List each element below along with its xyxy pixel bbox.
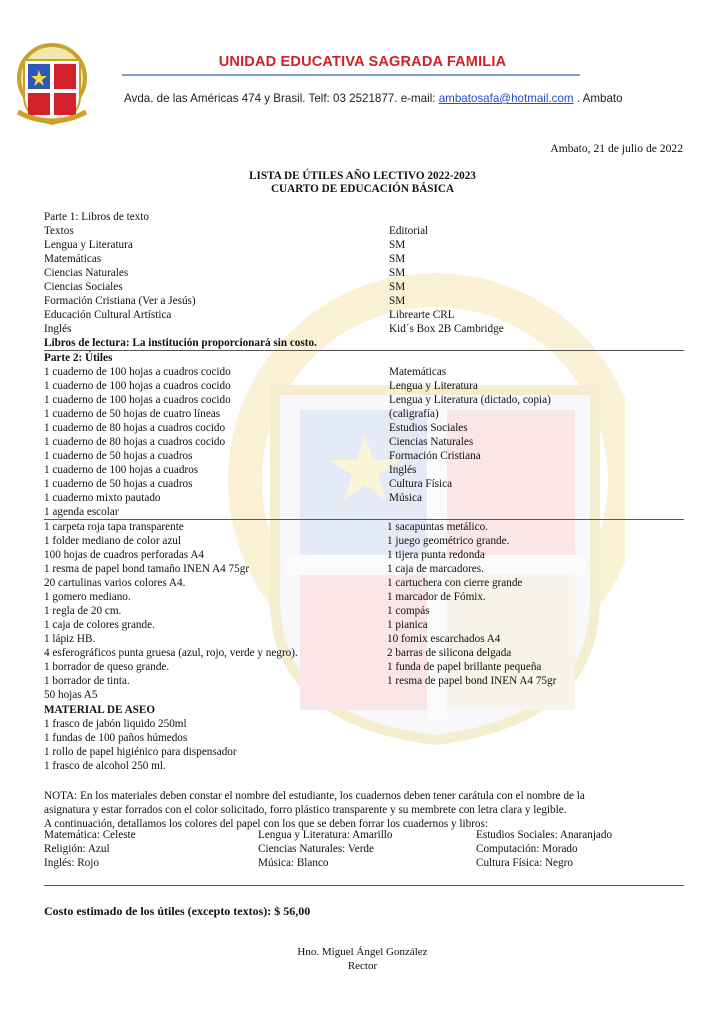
notebook-subject: Ciencias Naturales bbox=[389, 436, 474, 448]
supply-row bbox=[44, 660, 542, 674]
supply-row bbox=[44, 604, 430, 618]
supply-item-left: 1 borrador de tinta. bbox=[44, 675, 130, 687]
supply-item-right: 1 tijera punta redonda bbox=[387, 549, 485, 561]
notebook-item: 1 cuaderno de 100 hojas a cuadros cocido bbox=[44, 380, 231, 392]
notebook-subject: Lengua y Literatura (dictado, copia) bbox=[389, 394, 551, 406]
book-row bbox=[44, 308, 455, 322]
supply-item-left: 1 lápiz HB. bbox=[44, 633, 96, 645]
notebook-row bbox=[44, 365, 447, 379]
notebook-row bbox=[44, 505, 119, 519]
address-prefix: Avda. de las Américas 474 y Brasil. Telf: 03 2521877. e-mail: bbox=[124, 92, 439, 105]
book-subject: Ciencias Sociales bbox=[44, 281, 123, 293]
supply-item-right: 1 sacapuntas metálico. bbox=[387, 521, 488, 533]
supply-item-left: 1 borrador de queso grande. bbox=[44, 661, 170, 673]
grade-title: CUARTO DE EDUCACIÓN BÁSICA bbox=[270, 183, 455, 195]
supply-row bbox=[44, 562, 484, 576]
signatory-role: Rector bbox=[347, 960, 378, 972]
supply-item-left: 100 hojas de cuadros perforadas A4 bbox=[44, 549, 204, 561]
aseo-heading: MATERIAL DE ASEO bbox=[44, 704, 156, 716]
supply-item-right: 1 cartuchera con cierre grande bbox=[387, 577, 523, 589]
notebook-row bbox=[44, 477, 453, 491]
book-row bbox=[44, 252, 406, 266]
note-line-1: NOTA: En los materiales deben constar el nombre del estudiante, los cuadernos deben tener carátula con el nombre de la bbox=[44, 790, 585, 802]
notebook-item: 1 cuaderno de 50 hojas a cuadros bbox=[44, 450, 193, 462]
book-editorial: SM bbox=[389, 267, 406, 279]
notebook-row bbox=[44, 463, 417, 477]
book-row bbox=[44, 280, 406, 294]
cover-color-row bbox=[44, 856, 694, 870]
school-crest-logo bbox=[12, 38, 92, 130]
notebook-subject: Inglés bbox=[389, 464, 417, 476]
notebook-item: 1 cuaderno de 100 hojas a cuadros cocido bbox=[44, 366, 231, 378]
part1-heading: Parte 1: Libros de texto bbox=[44, 211, 150, 223]
notebook-item: 1 cuaderno de 80 hojas a cuadros cocido bbox=[44, 436, 226, 448]
notebook-row bbox=[44, 491, 422, 505]
reading-books-note: Libros de lectura: La institución proporcionará sin costo. bbox=[44, 337, 317, 349]
supply-row bbox=[44, 688, 97, 702]
supply-item-left: 50 hojas A5 bbox=[44, 689, 98, 701]
supply-item-left: 1 resma de papel bond tamaño INEN A4 75gr bbox=[44, 563, 250, 575]
cover-color-entry: Cultura Física: Negro bbox=[476, 857, 573, 869]
supply-row bbox=[44, 646, 512, 660]
supply-row bbox=[44, 674, 557, 688]
cover-color-entry: Lengua y Literatura: Amarillo bbox=[258, 829, 393, 841]
notebook-subject: Música bbox=[389, 492, 422, 504]
notebook-row bbox=[44, 407, 439, 421]
book-editorial: SM bbox=[389, 239, 406, 251]
col-editorial: Editorial bbox=[389, 225, 429, 237]
book-editorial: SM bbox=[389, 295, 406, 307]
supply-item-left: 4 esferográficos punta gruesa (azul, rojo, verde y negro). bbox=[44, 647, 298, 659]
supply-item-right: 10 fomix escarchados A4 bbox=[387, 633, 501, 645]
notebook-item: 1 agenda escolar bbox=[44, 506, 119, 518]
notebook-row bbox=[44, 449, 481, 463]
supply-item-right: 1 marcador de Fómix. bbox=[387, 591, 486, 603]
supply-row bbox=[44, 618, 428, 632]
notebook-row bbox=[44, 421, 468, 435]
book-subject: Matemáticas bbox=[44, 253, 102, 265]
notebook-subject: Formación Cristiana bbox=[389, 450, 481, 462]
notebook-row bbox=[44, 393, 551, 407]
notebook-item: 1 cuaderno de 50 hojas a cuadros bbox=[44, 478, 193, 490]
notebook-item: 1 cuaderno mixto pautado bbox=[44, 492, 161, 504]
notebook-subject: Lengua y Literatura bbox=[389, 380, 478, 392]
signatory-name: Hno. Miguel Ángel González bbox=[297, 946, 428, 958]
supply-row bbox=[44, 534, 510, 548]
email-link[interactable]: ambatosafa@hotmail.com bbox=[438, 92, 574, 105]
estimated-cost: Costo estimado de los útiles (excepto textos): $ 56,00 bbox=[44, 904, 311, 918]
notebook-item: 1 cuaderno de 100 hojas a cuadros bbox=[44, 464, 199, 476]
book-row bbox=[44, 322, 504, 336]
cover-color-entry: Música: Blanco bbox=[258, 857, 329, 869]
cover-color-entry: Matemática: Celeste bbox=[44, 829, 136, 841]
note-line-2: asignatura y estar forrados con el color solicitado, forro plástico transparente y su membrete con letra clara y legible. bbox=[44, 804, 567, 816]
aseo-item: 1 frasco de jabón liquido 250ml bbox=[44, 718, 187, 730]
notebook-row bbox=[44, 379, 478, 393]
cover-color-row bbox=[44, 828, 694, 842]
aseo-item: 1 frasco de alcohol 250 ml. bbox=[44, 760, 166, 772]
note-line-3: A continuación, detallamos los colores del papel con los que se deben forrar los cuadernos y libros: bbox=[44, 818, 488, 830]
cover-color-entry: Computación: Morado bbox=[476, 843, 578, 855]
supply-item-right: 2 barras de silicona delgada bbox=[387, 647, 512, 659]
book-subject: Lengua y Literatura bbox=[44, 239, 133, 251]
supply-item-left: 20 cartulinas varios colores A4. bbox=[44, 577, 186, 589]
book-subject: Ciencias Naturales bbox=[44, 267, 129, 279]
book-subject: Educación Cultural Artística bbox=[44, 309, 172, 321]
aseo-item: 1 rollo de papel higiénico para dispensador bbox=[44, 746, 237, 758]
book-editorial: Librearte CRL bbox=[389, 309, 455, 321]
supply-row bbox=[44, 590, 486, 604]
book-subject: Formación Cristiana (Ver a Jesús) bbox=[44, 295, 196, 307]
supply-item-left: 1 gomero mediano. bbox=[44, 591, 131, 603]
book-row bbox=[44, 266, 406, 280]
supply-item-left: 1 caja de colores grande. bbox=[44, 619, 155, 631]
book-editorial: Kid´s Box 2B Cambridge bbox=[389, 323, 504, 335]
part2-heading: Parte 2: Útiles bbox=[44, 352, 113, 364]
supply-item-right: 1 resma de papel bond INEN A4 75gr bbox=[387, 675, 557, 687]
notebook-subject: (caligrafía) bbox=[389, 408, 439, 420]
cover-color-entry: Estudios Sociales: Anaranjado bbox=[476, 829, 613, 841]
document-date: Ambato, 21 de julio de 2022 bbox=[550, 142, 683, 155]
header-divider bbox=[122, 74, 580, 76]
supply-row bbox=[44, 576, 523, 590]
supply-item-left: 1 regla de 20 cm. bbox=[44, 605, 122, 617]
supply-row bbox=[44, 520, 488, 534]
supply-item-right: 1 caja de marcadores. bbox=[387, 563, 484, 575]
col-textos: Textos bbox=[44, 225, 74, 237]
notebook-subject: Cultura Física bbox=[389, 478, 453, 490]
book-row bbox=[44, 294, 406, 308]
divider bbox=[44, 885, 684, 886]
address-line bbox=[124, 92, 714, 105]
supply-item-left: 1 folder mediano de color azul bbox=[44, 535, 181, 547]
aseo-item: 1 fundas de 100 paños húmedos bbox=[44, 732, 188, 744]
cover-color-entry: Ciencias Naturales: Verde bbox=[258, 843, 374, 855]
book-subject: Inglés bbox=[44, 323, 72, 335]
part1-header-row bbox=[44, 224, 429, 238]
supply-item-right: 1 pianica bbox=[387, 619, 428, 631]
supply-row bbox=[44, 632, 501, 646]
book-editorial: SM bbox=[389, 281, 406, 293]
cover-color-entry: Inglés: Rojo bbox=[44, 857, 100, 869]
notebook-row bbox=[44, 435, 474, 449]
notebook-item: 1 cuaderno de 100 hojas a cuadros cocido bbox=[44, 394, 231, 406]
supply-item-right: 1 funda de papel brillante pequeña bbox=[387, 661, 542, 673]
book-editorial: SM bbox=[389, 253, 406, 265]
notebook-subject: Estudios Sociales bbox=[389, 422, 468, 434]
supply-row bbox=[44, 548, 485, 562]
school-name: UNIDAD EDUCATIVA SAGRADA FAMILIA bbox=[218, 54, 507, 70]
supply-item-right: 1 compás bbox=[387, 605, 430, 617]
notebook-subject: Matemáticas bbox=[389, 366, 447, 378]
list-title: LISTA DE ÚTILES AÑO LECTIVO 2022-2023 bbox=[249, 170, 476, 182]
address-suffix: . Ambato bbox=[573, 92, 623, 105]
notebook-item: 1 cuaderno de 80 hojas a cuadros cocido bbox=[44, 422, 226, 434]
divider bbox=[44, 350, 684, 351]
supply-item-left: 1 carpeta roja tapa transparente bbox=[44, 521, 184, 533]
notebook-item: 1 cuaderno de 50 hojas de cuatro líneas bbox=[44, 408, 221, 420]
cover-color-row bbox=[44, 842, 694, 856]
book-row bbox=[44, 238, 406, 252]
supply-item-right: 1 juego geométrico grande. bbox=[387, 535, 510, 547]
cover-color-entry: Religión: Azul bbox=[44, 843, 110, 855]
